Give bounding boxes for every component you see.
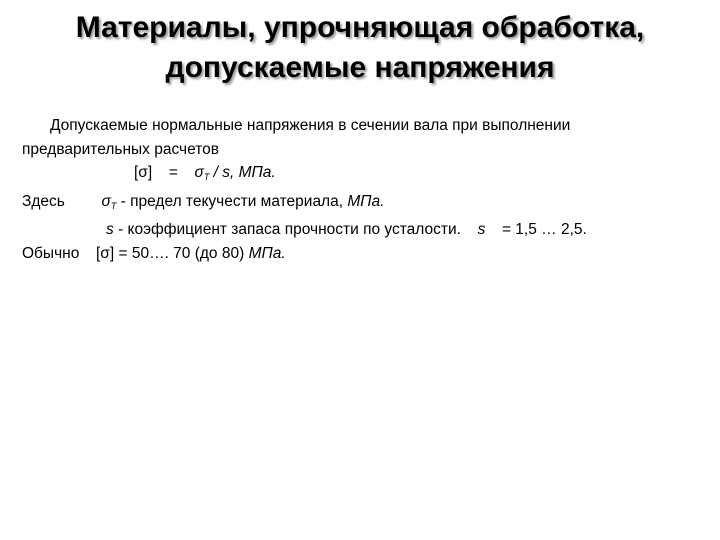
s-symbol: s xyxy=(106,221,114,238)
usual-unit: МПа. xyxy=(248,244,286,262)
formula-rest: / s, МПа. xyxy=(213,164,276,181)
intro-line-2: предварительных расчетов xyxy=(22,140,219,158)
usual-prefix: Обычно xyxy=(22,244,80,262)
here-sigma: σ xyxy=(101,192,111,210)
intro-line-1: Допускаемые нормальные напряжения в сечении вала при выполнении xyxy=(50,117,571,134)
here-text: - предел текучести материала, xyxy=(120,192,344,210)
slide-body xyxy=(22,114,702,265)
s-line xyxy=(22,218,702,242)
here-line xyxy=(22,190,702,219)
formula-sub-t: T xyxy=(203,172,210,182)
title-line-1: Материалы, упрочняющая обработка, xyxy=(75,11,645,44)
usual-lhs: [σ] xyxy=(95,244,115,262)
usual-line xyxy=(22,242,702,266)
here-prefix: Здесь xyxy=(22,192,65,210)
formula-lhs: [σ] xyxy=(134,164,153,181)
title-line-2: допускаемые напряжения xyxy=(165,51,555,84)
formula-eq: = xyxy=(168,164,178,181)
s-symbol-2: s xyxy=(477,221,486,238)
s-value: = 1,5 … 2,5. xyxy=(501,221,587,238)
here-sub-t: T xyxy=(110,200,117,211)
formula-sigma: σ xyxy=(194,164,204,181)
formula-line xyxy=(22,161,702,190)
usual-value: = 50…. 70 (до 80) xyxy=(118,244,245,262)
here-unit: МПа. xyxy=(347,192,385,210)
s-text: - коэффициент запаса прочности по усталости. xyxy=(118,221,461,238)
slide-title xyxy=(40,8,680,88)
